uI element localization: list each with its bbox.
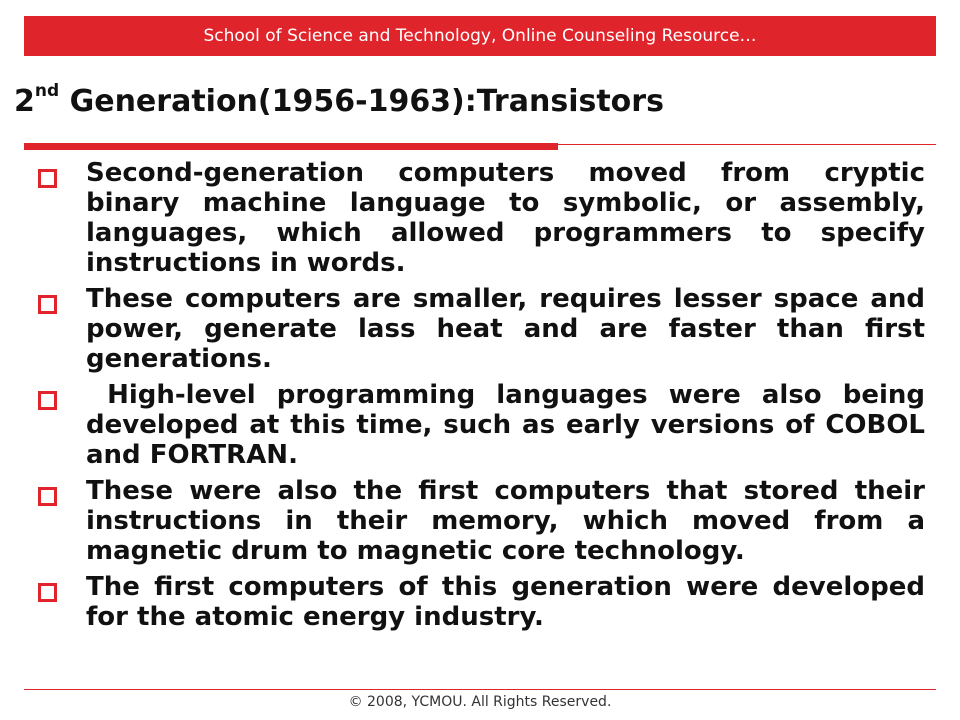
header-text: School of Science and Technology, Online Counseling Resource… bbox=[203, 26, 757, 46]
bullet-item bbox=[36, 284, 925, 374]
slide-title bbox=[14, 81, 664, 119]
square-bullet-icon bbox=[38, 169, 57, 188]
footer-divider bbox=[24, 689, 936, 690]
title-text: Generation(1956-1963):Transistors bbox=[59, 84, 664, 119]
bullet-text: These were also the first computers that stored their instructions in their memory, which moved from a magnetic drum to magnetic core technology. bbox=[86, 476, 925, 566]
square-bullet-icon bbox=[38, 391, 57, 410]
square-bullet-icon bbox=[38, 583, 57, 602]
bullet-list bbox=[36, 158, 935, 638]
bullet-item bbox=[36, 572, 925, 632]
bullet-text: High-level programming languages were also being developed at this time, such as early versions of COBOL and FORTRAN. bbox=[86, 380, 935, 470]
bullet-item bbox=[36, 158, 925, 278]
bullet-text: Second-generation computers moved from cryptic binary machine language to symbolic, or assembly, languages, which allowed programmers to specify instructions in words. bbox=[86, 158, 925, 278]
title-superscript: nd bbox=[34, 81, 60, 101]
bullet-item bbox=[36, 476, 925, 566]
square-bullet-icon bbox=[38, 487, 57, 506]
bullet-text: These computers are smaller, requires lesser space and power, generate lass heat and are faster than first generations. bbox=[86, 284, 925, 374]
square-bullet-icon bbox=[38, 295, 57, 314]
bullet-item bbox=[36, 380, 935, 470]
footer bbox=[0, 694, 960, 710]
header-bar bbox=[24, 16, 936, 56]
title-number: 2 bbox=[14, 84, 35, 119]
title-underline-thick bbox=[24, 143, 558, 150]
copyright-text: © 2008, YCMOU. All Rights Reserved. bbox=[348, 694, 612, 710]
bullet-text: The first computers of this generation were developed for the atomic energy industry. bbox=[86, 572, 925, 632]
